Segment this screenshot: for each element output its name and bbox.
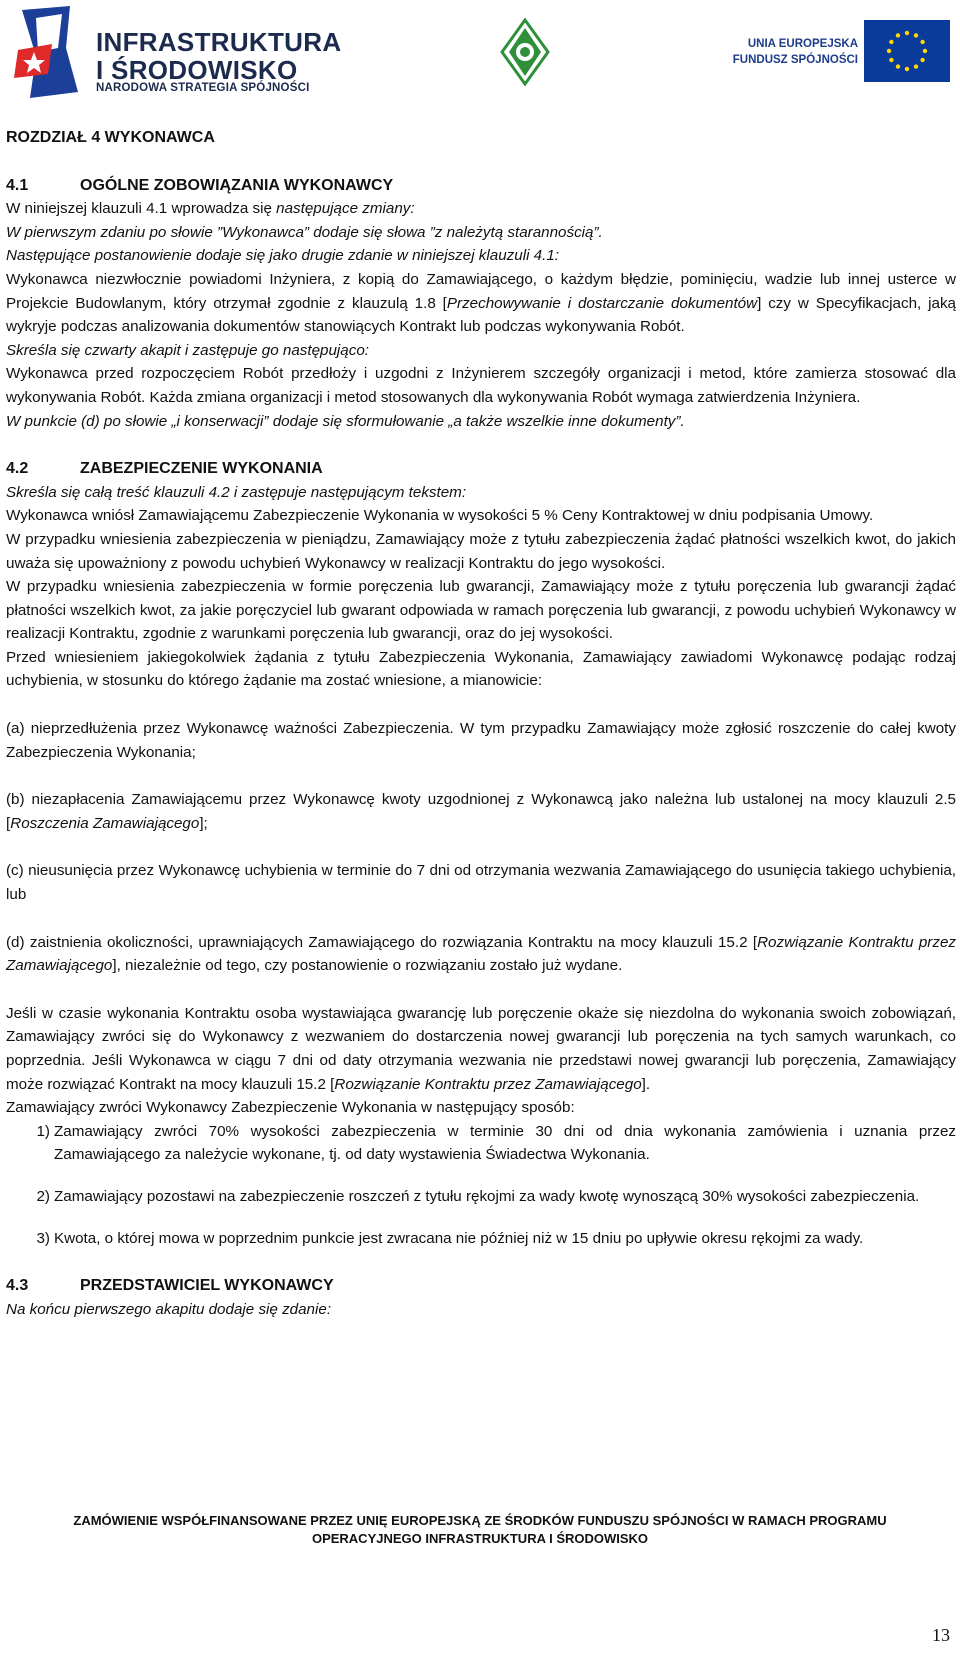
paragraph: Skreśla się całą treść klauzuli 4.2 i zastępuje następującym tekstem: [6, 483, 467, 501]
list-text: Zamawiający pozostawi na zabezpieczenie roszczeń z tytułu rękojmi za wady kwotę wynoszącą 30% wysokości zabezpieczenia. [54, 1187, 920, 1205]
paragraph: W przypadku wniesienia zabezpieczenia w pieniądzu, Zamawiający może z tytułu zabezpieczenia żądać płatności wszelkich kwot, do jakich uważa się upoważniony z powodu uchybień Wykonawcy w realizacji Kontraktu do jego wysokości. [6, 530, 956, 572]
page-footer [0, 1512, 960, 1548]
chapter-title: ROZDZIAŁ 4 WYKONAWCA [6, 129, 215, 146]
paragraph: W punkcie (d) po słowie „i konserwacji” dodaje się sformułowanie „a także wszelkie inne dokumenty”. [6, 412, 685, 430]
text-span: ]; [199, 814, 208, 832]
section-title: PRZEDSTAWICIEL WYKONAWCY [80, 1277, 334, 1295]
section-title: ZABEZPIECZENIE WYKONANIA [80, 460, 323, 478]
text-span: ]. [641, 1075, 651, 1093]
section-number: 4.1 [6, 176, 29, 194]
list-text: Kwota, o której mowa w poprzednim punkcie jest zwracana nie później niż w 15 dniu po upływie okresu rękojmi za wady. [54, 1229, 864, 1247]
paragraph [6, 268, 956, 339]
list-spacer [6, 1209, 956, 1227]
text-span-italic: Rozwiązanie Kontraktu przez Zamawiającego [6, 933, 956, 975]
footer-line2: OPERACYJNEGO INFRASTRUKTURA I ŚRODOWISKO [311, 1531, 649, 1546]
clause-c: (c) nieusunięcia przez Wykonawcę uchybienia w terminie do 7 dni od otrzymania wezwania Zamawiającego do usunięcia takiego uchybienia, lub [6, 862, 956, 904]
clause-a: (a) nieprzedłużenia przez Wykonawcę ważności Zabezpieczenia. W tym przypadku Zamawiający może zgłosić roszczenie do całej kwoty Zabezpieczenia Wykonania; [6, 720, 956, 761]
page-number: 13 [932, 1625, 950, 1645]
eu-flag-icon [864, 20, 950, 82]
list-text: Zamawiający zwróci 70% wysokości zabezpieczenia w terminie 30 dni od dnia wykonania zamówienia i uznania przez Zamawiającego za należycie wykonane, tj. od daty wystawienia Świadectwa Wykonania. [54, 1122, 956, 1164]
infrastruktura-logo-title [96, 28, 341, 84]
text-span-italic: Rozwiązanie Kontraktu przez Zamawiającego [334, 1075, 642, 1093]
list-item [6, 1185, 956, 1209]
eu-logo-line2: FUNDUSZ SPÓJNOŚCI [732, 54, 858, 66]
paragraph: Skreśla się czwarty akapit i zastępuje go następująco: [6, 341, 370, 359]
section-number: 4.2 [6, 460, 29, 478]
text-span: Jeśli w czasie wykonania Kontraktu osoba wystawiająca gwarancję lub poręczenie okaże się niezdolna do wykonania swoich zobowiązań, Zamawiający zwróci się do Wykonawcy z wezwaniem do dostarczenia nowej gwarancji lub poręczenia na tych samych warunkach, co poprzednia. Jeśli Wykonawca w ciągu 7 dni od daty otrzymania wezwania nie przedstawi nowej gwarancji lub poręczenia, Zamawiający może rozwiązać Kontrakt na mocy klauzuli 15.2 [ [6, 1004, 956, 1093]
section-title: OGÓLNE ZOBOWIĄZANIA WYKONAWCY [80, 176, 394, 194]
document-body [6, 126, 956, 1321]
section-4-2-heading [6, 457, 956, 481]
text-span: (b) niezapłacenia Zamawiającemu przez Wykonawcę kwoty uzgodnionej z Wykonawcą jako należna lub ustalonej na mocy klauzuli 2.5 [ [6, 791, 956, 832]
paragraph: W pierwszym zdaniu po słowie ”Wykonawca” dodaje się słowa ”z należytą starannością”. [6, 223, 603, 241]
paragraph: Przed wniesieniem jakiegokolwiek żądania z tytułu Zabezpieczenia Wykonania, Zamawiający zawiadomi Wykonawcę podając rodzaj uchybienia, w stosunku do którego żądanie ma zostać wniesione, a mianowicie: [6, 648, 956, 690]
return-list [6, 1120, 956, 1250]
text-span: (d) zaistnienia okoliczności, uprawniających Zamawiającego do rozwiązania Kontraktu na mocy klauzuli 15.2 [ [6, 933, 758, 951]
eu-logo-line1: UNIA EUROPEJSKA [747, 38, 858, 50]
infrastruktura-logo [8, 4, 342, 104]
center-emblem [500, 18, 550, 86]
logo-title-line1: INFRASTRUKTURA [96, 27, 342, 57]
paragraph: Wykonawca przed rozpoczęciem Robót przedłoży i uzgodni z Inżynierem szczegóły organizacji i metod, które zamierza stosować dla wykonywania Robót. Każda zmiana organizacji i metod stosowanych dla wykonywania Robót wymaga zatwierdzenia Inżyniera. [6, 365, 956, 406]
paragraph: Następujące postanowienie dodaje się jako drugie zdanie w niniejszej klauzuli 4.1: [6, 247, 560, 265]
paragraph: W przypadku wniesienia zabezpieczenia w formie poręczenia lub gwarancji, Zamawiający może z tytułu poręczenia lub gwarancji żądać płatności wszelkich kwot, za jakie poręczyciel lub gwarant odpowiada w ramach poręczenia lub gwarancji, z powodu uchybień Wykonawcy w realizacji Kontraktu, zgodnie z warunkami poręczenia lub gwarancji, oraz do jej wysokości. [6, 578, 956, 643]
section-4-3-heading [6, 1274, 956, 1298]
clause-d [6, 931, 956, 978]
paragraph [6, 197, 956, 221]
text-span-italic: Przechowywanie i dostarczanie dokumentów [446, 294, 758, 312]
logo-subtitle: NARODOWA STRATEGIA SPÓJNOŚCI [96, 82, 310, 94]
paragraph: Zamawiający zwróci Wykonawcy Zabezpieczenie Wykonania w następujący sposób: [6, 1099, 575, 1117]
section-4-1-heading [6, 174, 956, 198]
paragraph [6, 1002, 956, 1096]
list-number: 2) [36, 1187, 50, 1205]
text-span: Wykonawca niezwłocznie powiadomi Inżyniera, z kopią do Zamawiającego, o każdym błędzie, pominięciu, wadzie lub innej usterce w Projekcie Budowlanym, który otrzymał zgodnie z klauzulą 1.8 [ [6, 270, 956, 312]
list-number: 3) [36, 1229, 50, 1247]
text-span-italic: Roszczenia Zamawiającego [10, 814, 200, 832]
text-span: W niniejszej klauzuli 4.1 wprowadza się [6, 200, 277, 218]
clause-b [6, 788, 956, 835]
eu-logo [718, 20, 950, 86]
list-spacer [6, 1167, 956, 1185]
logo-title-line2: I ŚRODOWISKO [96, 55, 298, 85]
footer-line1: ZAMÓWIENIE WSPÓŁFINANSOWANE PRZEZ UNIĘ EUROPEJSKĄ ZE ŚRODKÓW FUNDUSZU SPÓJNOŚCI W RAMACH PROGRAMU [73, 1513, 887, 1528]
list-number: 1) [36, 1122, 50, 1140]
text-span: ], niezależnie od tego, czy postanowienie o rozwiązaniu zostało już wydane. [112, 957, 623, 975]
section-number: 4.3 [6, 1277, 29, 1295]
list-item [6, 1227, 956, 1251]
list-item [6, 1120, 956, 1167]
diamond-emblem-icon [500, 18, 550, 86]
eu-logo-text [718, 36, 858, 68]
text-span: ] czy w Specyfikacjach, jaką wykryje podczas analizowania dokumentów stanowiących Kontrakt lub podczas wykonywania Robót. [6, 294, 956, 336]
infrastruktura-flag-icon [8, 4, 88, 100]
paragraph: Na końcu pierwszego akapitu dodaje się zdanie: [6, 1300, 332, 1318]
paragraph: Wykonawca wniósł Zamawiającemu Zabezpieczenie Wykonania w wysokości 5 % Ceny Kontraktowej w dniu podpisania Umowy. [6, 507, 874, 525]
text-span-italic: następujące zmiany: [276, 200, 415, 218]
